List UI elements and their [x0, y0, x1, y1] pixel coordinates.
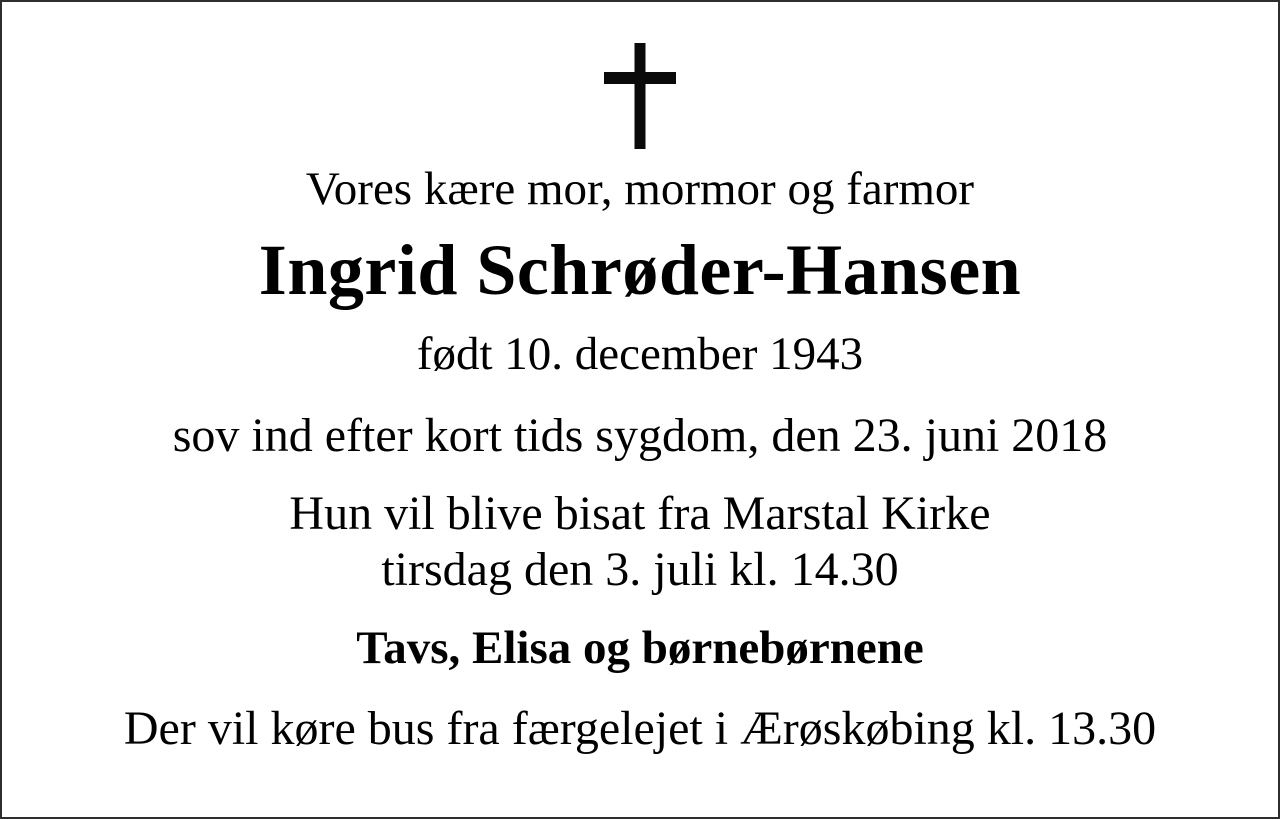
ceremony-time-line: tirsdag den 3. juli kl. 14.30 [381, 542, 899, 596]
ceremony-info [2, 486, 1278, 597]
cross-horizontal-bar [604, 72, 676, 84]
deceased-name: Ingrid Schrøder-Hansen [258, 230, 1022, 311]
cross-vertical-bar [635, 43, 646, 149]
bus-transport-line: Der vil køre bus fra færgelejet i Ærøskøbing kl. 13.30 [123, 701, 1157, 755]
latin-cross-icon [604, 43, 676, 149]
intro-line: Vores kære mor, mormor og farmor [305, 163, 975, 215]
ceremony-location-line: Hun vil blive bisat fra Marstal Kirke [289, 487, 991, 541]
death-date-line: sov ind efter kort tids sygdom, den 23. juni 2018 [172, 408, 1108, 462]
family-signature-line: Tavs, Elisa og børnebørnene [356, 621, 924, 674]
birth-date-line: født 10. december 1943 [416, 328, 864, 381]
